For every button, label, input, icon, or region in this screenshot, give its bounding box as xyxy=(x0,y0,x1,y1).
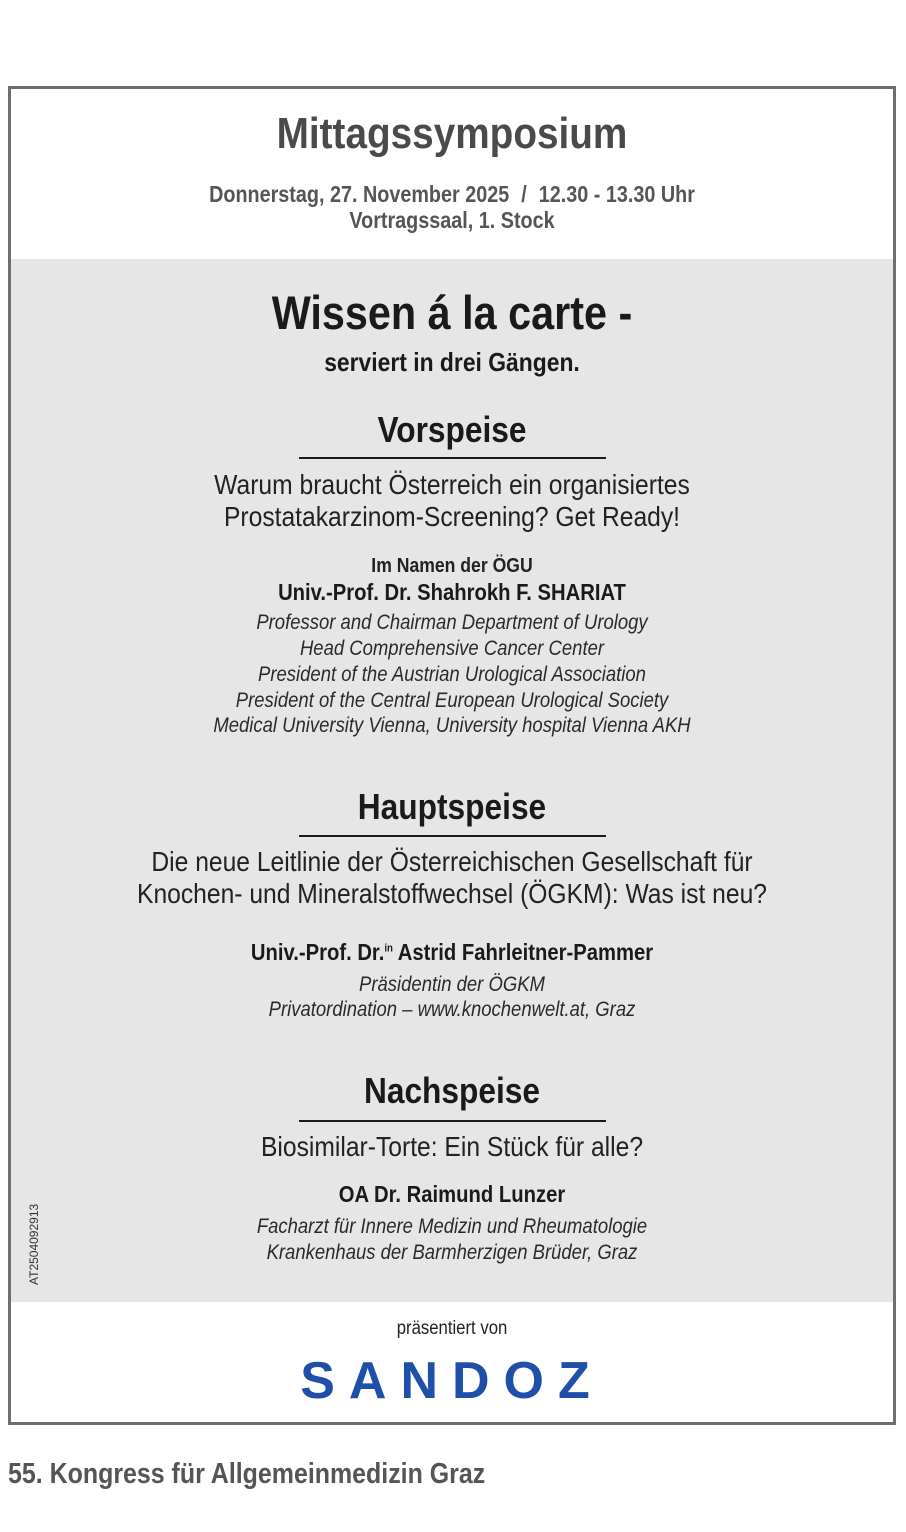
speaker-affiliation: Präsidentin der ÖGKM xyxy=(359,973,545,996)
talk-line: Prostatakarzinom-Screening? Get Ready! xyxy=(223,501,681,532)
event-time: 12.30 - 13.30 Uhr xyxy=(538,181,695,207)
program-panel xyxy=(11,259,893,1302)
date-separator: / xyxy=(521,181,527,207)
symposium-ad-frame xyxy=(8,86,896,1425)
event-venue: Vortragssaal, 1. Stock xyxy=(349,207,555,233)
speaker-prefix: Univ.-Prof. Dr. xyxy=(250,939,385,965)
sponsor-name: SANDOZ xyxy=(300,1352,604,1410)
speaker-title-sup: in xyxy=(384,942,393,955)
header xyxy=(11,89,893,259)
course-divider xyxy=(299,1120,606,1122)
speaker-affiliation: President of the Austrian Urological Association xyxy=(258,663,646,686)
talk-title-nachspeise xyxy=(64,1131,840,1163)
speaker-surname: Astrid Fahrleitner-Pammer xyxy=(397,939,654,965)
program-headline: Wissen á la carte - xyxy=(271,286,633,339)
speaker-affiliation: Medical University Vienna, University hospital Vienna AKH xyxy=(213,714,691,737)
course-divider xyxy=(299,457,606,459)
talk-line: Biosimilar-Torte: Ein Stück für alle? xyxy=(260,1131,644,1162)
date-time-line xyxy=(73,181,832,208)
speaker-affiliation: Facharzt für Innere Medizin und Rheumatologie xyxy=(256,1215,648,1238)
speaker-affiliation: Krankenhaus der Barmherzigen Brüder, Graz xyxy=(266,1241,638,1264)
event-footer-title: 55. Kongress für Allgemeinmedizin Graz xyxy=(8,1458,486,1490)
speaker-affiliation: Professor and Chairman Department of Urology xyxy=(256,611,648,634)
speaker-name: OA Dr. Raimund Lunzer xyxy=(338,1181,566,1207)
course-title-vorspeise: Vorspeise xyxy=(377,409,527,450)
talk-line: Knochen- und Mineralstoffwechsel (ÖGKM): Was ist neu? xyxy=(137,878,767,909)
talk-title-vorspeise xyxy=(64,469,840,533)
footer xyxy=(11,1302,893,1422)
on-behalf-label: Im Namen der ÖGU xyxy=(371,555,533,577)
event-date: Donnerstag, 27. November 2025 xyxy=(209,181,510,207)
course-title-hauptspeise: Hauptspeise xyxy=(357,786,547,827)
sandoz-logo xyxy=(11,1350,893,1415)
speaker-affiliation: Privatordination – www.knochenwelt.at, Graz xyxy=(268,998,636,1021)
talk-line: Warum braucht Österreich ein organisiertes xyxy=(214,469,690,500)
course-title-nachspeise: Nachspeise xyxy=(363,1070,541,1111)
sandoz-logo-graphic xyxy=(282,1350,622,1410)
talk-line: Die neue Leitlinie der Österreichischen Gesellschaft für xyxy=(151,846,753,877)
program-subheadline: serviert in drei Gängen. xyxy=(324,347,580,377)
talk-title-hauptspeise xyxy=(64,846,840,910)
side-reference-code: AT2504092913 xyxy=(27,1203,41,1285)
page-title: Mittagssymposium xyxy=(276,109,628,158)
speaker-affiliation: President of the Central European Urological Society xyxy=(235,689,669,712)
speaker-affiliation: Head Comprehensive Cancer Center xyxy=(299,637,605,660)
presented-by-label: präsentiert von xyxy=(396,1318,508,1339)
course-divider xyxy=(299,835,606,837)
speaker-name xyxy=(64,939,840,966)
speaker-name: Univ.-Prof. Dr. Shahrokh F. SHARIAT xyxy=(278,579,626,605)
